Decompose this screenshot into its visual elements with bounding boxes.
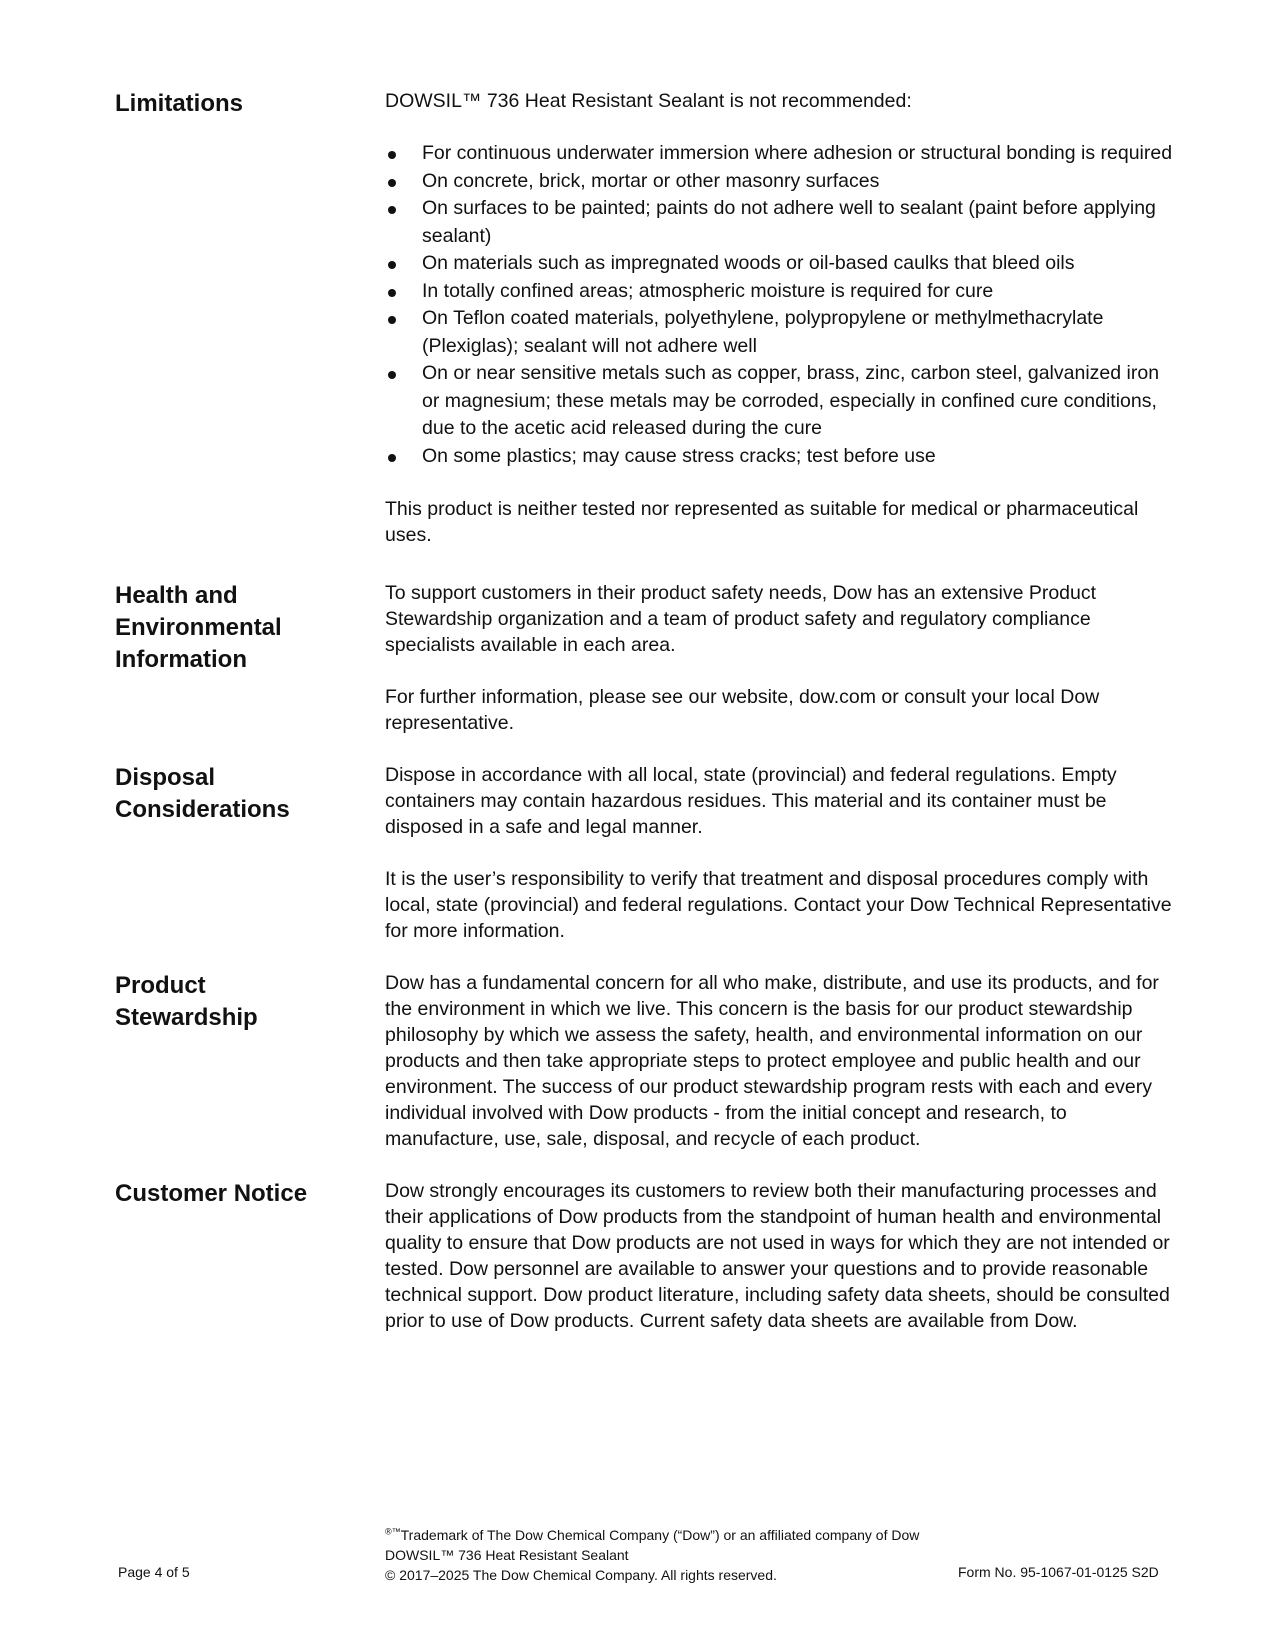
limitations-list — [385, 140, 1175, 470]
disposal-heading — [115, 762, 365, 826]
stewardship-heading-line: Stewardship — [115, 1004, 258, 1031]
trademark-mark: ®™ — [385, 1526, 401, 1537]
form-number: Form No. 95-1067-01-0125 S2D — [958, 1564, 1159, 1580]
footer-trademark-line — [385, 1525, 945, 1545]
health-paragraph: To support customers in their product safety needs, Dow has an extensive Product Stewardship organization and a team of product safety and regulatory compliance specialists available in each area. — [385, 582, 1097, 656]
disposal-paragraph: Dispose in accordance with all local, state (provincial) and federal regulations. Empty containers may contain hazardous residues. This material and its container must be disposed in a safe and legal manner. — [385, 764, 1117, 838]
list-item: On concrete, brick, mortar or other masonry surfaces — [385, 168, 1175, 196]
stewardship-heading-line: Product — [115, 972, 206, 999]
list-item: For continuous underwater immersion where adhesion or structural bonding is required — [385, 140, 1175, 168]
list-item: On Teflon coated materials, polyethylene, polypropylene or methylmethacrylate (Plexiglas); sealant will not adhere well — [385, 305, 1175, 360]
notice-heading: Customer Notice — [115, 1180, 308, 1207]
list-item: In totally confined areas; atmospheric moisture is required for cure — [385, 278, 1175, 306]
disposal-heading-line: Disposal — [115, 764, 216, 791]
health-heading-line: Information — [115, 646, 247, 673]
stewardship-body — [385, 970, 1175, 1178]
health-heading-line: Health and — [115, 582, 238, 609]
trademark-text: Trademark of The Dow Chemical Company (“Dow”) or an affiliated company of Dow — [400, 1527, 920, 1543]
list-item: On materials such as impregnated woods or oil-based caulks that bleed oils — [385, 250, 1175, 278]
health-heading-line: Environmental — [115, 614, 282, 641]
page-number: Page 4 of 5 — [118, 1564, 190, 1580]
footer-copyright: © 2017–2025 The Dow Chemical Company. All rights reserved. — [385, 1567, 777, 1583]
health-body — [385, 580, 1175, 762]
footer-legal — [385, 1525, 945, 1585]
notice-body — [385, 1178, 1175, 1360]
limitations-closing: This product is neither tested nor represented as suitable for medical or pharmaceutical uses. — [385, 498, 1139, 546]
disposal-heading-line: Considerations — [115, 796, 290, 823]
limitations-heading: Limitations — [115, 90, 244, 117]
limitations-intro: DOWSIL™ 736 Heat Resistant Sealant is not recommended: — [385, 90, 912, 112]
disposal-paragraph: It is the user’s responsibility to verify that treatment and disposal procedures comply with local, state (provincial) and federal regulations. Contact your Dow Technical Representative for more information. — [385, 868, 1172, 942]
limitations-body — [385, 88, 1175, 574]
stewardship-paragraph: Dow has a fundamental concern for all who make, distribute, and use its products, and for the environment in which we live. This concern is the basis for our product stewardship philosophy by which we assess the safety, health, and environmental information on our products and then take appropriate steps to protect employee and public health and our environment. The success of our product stewardship program rests with each and every individual involved with Dow products - from the initial concept and research, to manufacture, use, sale, disposal, and recycle of each product. — [385, 972, 1159, 1150]
stewardship-heading — [115, 970, 365, 1034]
list-item: On surfaces to be painted; paints do not adhere well to sealant (paint before applying sealant) — [385, 195, 1175, 250]
list-item: On or near sensitive metals such as copper, brass, zinc, carbon steel, galvanized iron or magnesium; these metals may be corroded, especially in confined cure conditions, due to the acetic acid released during the cure — [385, 360, 1175, 443]
list-item: On some plastics; may cause stress cracks; test before use — [385, 443, 1175, 471]
health-paragraph: For further information, please see our website, dow.com or consult your local Dow representative. — [385, 686, 1100, 734]
notice-paragraph: Dow strongly encourages its customers to review both their manufacturing processes and their applications of Dow products from the standpoint of human health and environmental quality to ensure that Dow products are not used in ways for which they are not intended or tested. Dow personnel are available to answer your questions and to provide reasonable technical support. Dow product literature, including safety data sheets, should be consulted prior to use of Dow products. Current safety data sheets are available from Dow. — [385, 1180, 1170, 1332]
footer-product-name: DOWSIL™ 736 Heat Resistant Sealant — [385, 1547, 629, 1563]
disposal-body — [385, 762, 1175, 970]
health-heading — [115, 580, 365, 676]
